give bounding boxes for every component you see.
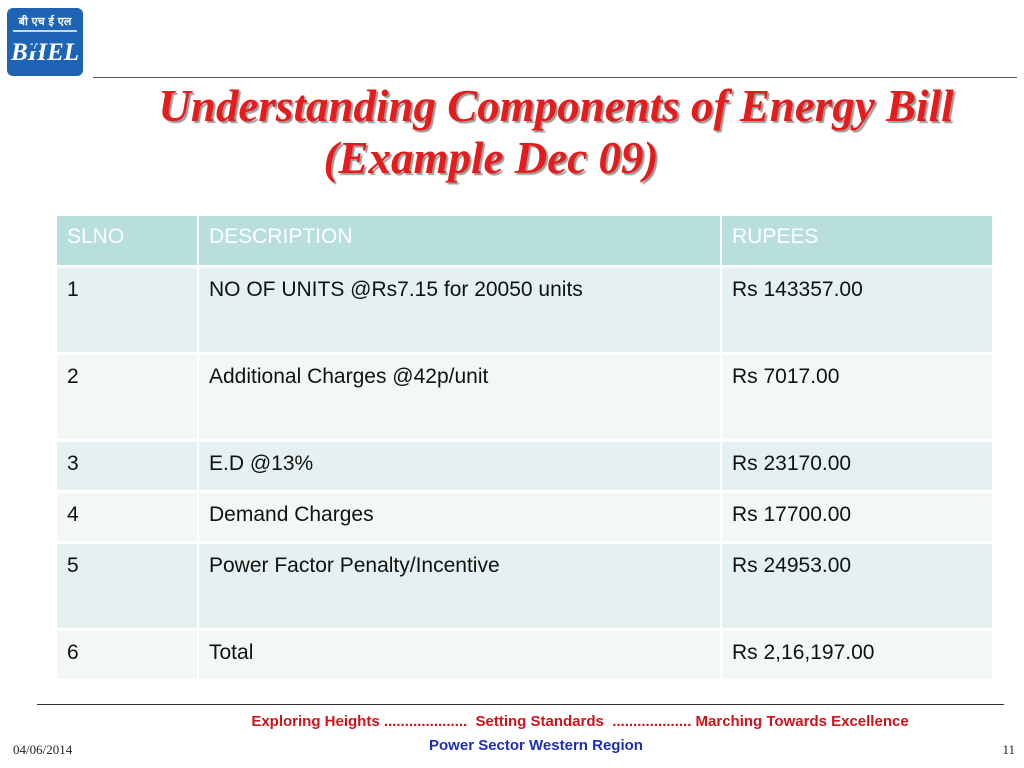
energy-bill-table — [57, 216, 992, 682]
footer-date: 04/06/2014 — [13, 742, 73, 757]
cell-rupees: Rs 24953.00 — [721, 542, 992, 629]
cell-description: NO OF UNITS @Rs7.15 for 20050 units — [198, 266, 721, 353]
table-row — [57, 266, 992, 353]
table-row — [57, 629, 992, 680]
cell-description: Power Factor Penalty/Incentive — [198, 542, 721, 629]
title-line-2: (Example Dec 09) — [323, 133, 659, 183]
title-line-1: Understanding Components of Energy Bill — [158, 81, 954, 131]
cell-slno: 1 — [57, 266, 198, 353]
header-description: DESCRIPTION — [198, 216, 721, 266]
page-number: 11 — [1002, 742, 1015, 757]
footer-tagline: Exploring Heights .................... Setting Standards ................... Marching Towards Excellence — [251, 713, 909, 730]
cell-slno: 3 — [57, 440, 198, 491]
cell-rupees: Rs 17700.00 — [721, 491, 992, 542]
top-divider — [93, 77, 1017, 78]
cell-description: Demand Charges — [198, 491, 721, 542]
cell-slno: 5 — [57, 542, 198, 629]
logo-brand-text: BHEL — [10, 39, 80, 66]
logo-hindi-text: बी एच ई एल — [18, 15, 72, 28]
table-header-row — [57, 216, 992, 266]
cell-description: Additional Charges @42p/unit — [198, 353, 721, 440]
cell-slno: 6 — [57, 629, 198, 680]
cell-description: Total — [198, 629, 721, 680]
cell-slno: 4 — [57, 491, 198, 542]
table-row — [57, 440, 992, 491]
table-row — [57, 542, 992, 629]
cell-slno: 2 — [57, 353, 198, 440]
cell-description: E.D @13% — [198, 440, 721, 491]
cell-rupees: Rs 2,16,197.00 — [721, 629, 992, 680]
header-slno: SLNO — [57, 216, 198, 266]
table-row — [57, 491, 992, 542]
footer-divider — [37, 704, 1004, 705]
footer-region: Power Sector Western Region — [429, 737, 643, 754]
bhel-logo-icon — [7, 8, 83, 76]
cell-rupees: Rs 143357.00 — [721, 266, 992, 353]
cell-rupees: Rs 7017.00 — [721, 353, 992, 440]
table-row — [57, 353, 992, 440]
cell-rupees: Rs 23170.00 — [721, 440, 992, 491]
header-rupees: RUPEES — [721, 216, 992, 266]
bhel-logo — [7, 8, 83, 76]
slide-title — [100, 80, 1012, 184]
